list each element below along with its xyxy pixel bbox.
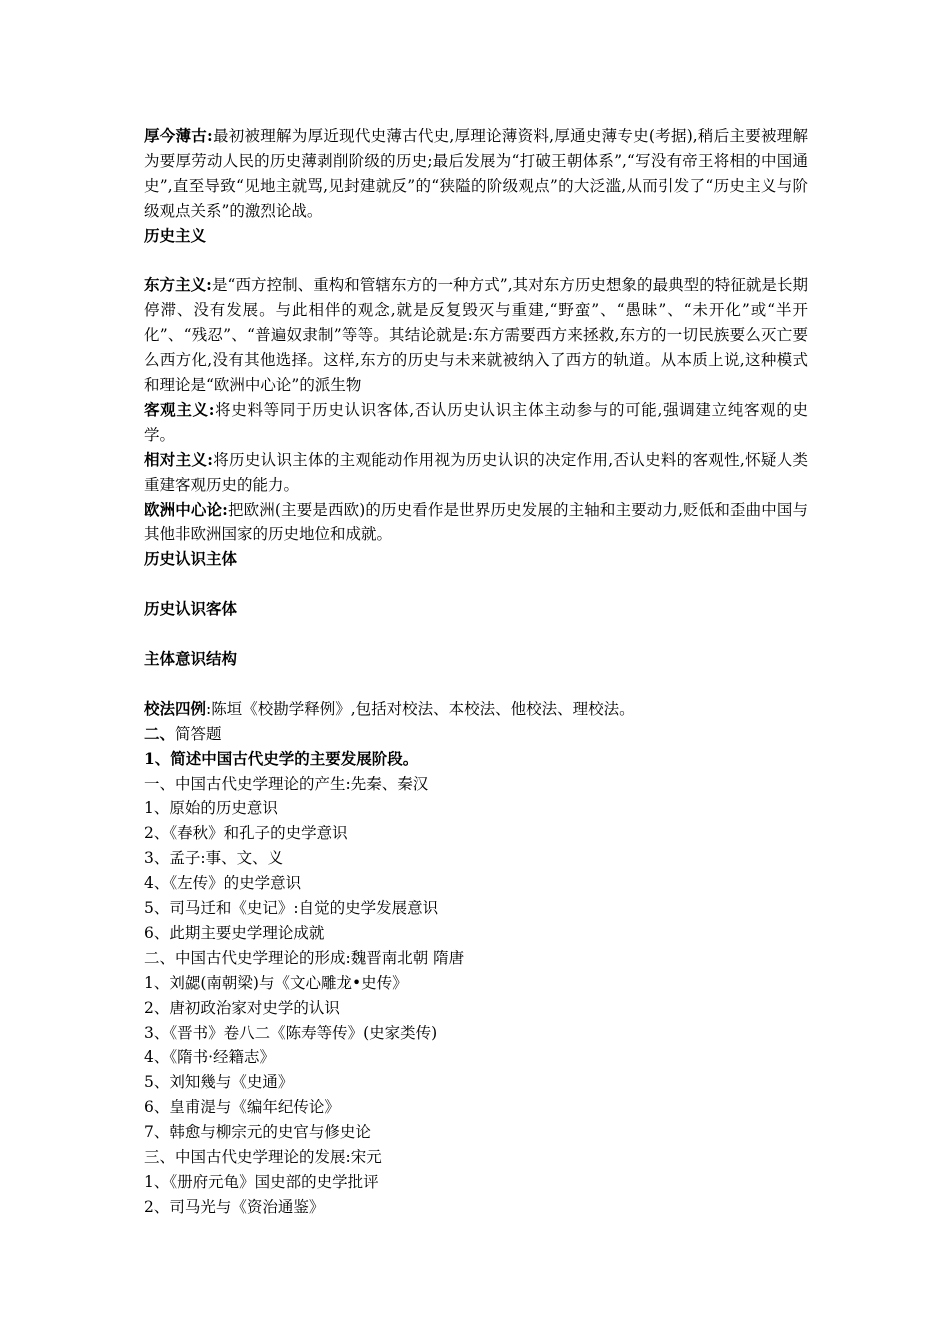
heading-lishizhuyi: 历史主义 (144, 225, 207, 245)
term-label: 厚今薄古: (144, 126, 213, 145)
outline-line: 3、《晋书》卷八二《陈寿等传》(史家类传) (144, 1023, 438, 1042)
spacer (144, 672, 808, 697)
outline-line: 4、《隋书·经籍志》 (144, 1048, 276, 1067)
term-label: 东方主义: (144, 275, 212, 295)
section-title: 简答题 (175, 724, 222, 743)
term-text: 将历史认识主体的主观能动作用视为历史认识的决定作用,否认史料的客观性,怀疑人类重建客观历史的能力。 (144, 450, 808, 494)
definition-dongfangzhuyi (144, 273, 808, 398)
section-heading (144, 722, 808, 747)
spacer (144, 622, 808, 647)
term-text: 将史料等同于历史认识客体,否认历史认识主体主动参与的可能,强调建立纯客观的史学。 (144, 400, 808, 444)
definition-jiaofa-sili (144, 697, 808, 722)
outline-line: 1、原始的历史意识 (144, 799, 278, 818)
outline-line: 5、司马迁和《史记》:自觉的史学发展意识 (144, 899, 439, 918)
term-text: :陈垣《校勘学释例》,包括对校法、本校法、他校法、理校法。 (206, 699, 635, 718)
question-title: 1、简述中国古代史学的主要发展阶段。 (144, 748, 419, 768)
outline-line: 2、唐初政治家对史学的认识 (144, 998, 340, 1017)
definition-xiangduizhuyi (144, 448, 808, 498)
outline-line: 2、司马光与《资治通鉴》 (144, 1197, 325, 1216)
term-text: 把欧洲(主要是西欧)的历史看作是世界历史发展的主轴和主要动力,贬低和歪曲中国与其他非欧洲国家的历史地位和成就。 (144, 500, 808, 544)
outline-line: 5、刘知幾与《史通》 (144, 1073, 294, 1092)
term-label: 欧洲中心论: (144, 499, 228, 519)
answer-outline (144, 772, 808, 1220)
definition-keguanzhuyi (144, 398, 808, 448)
heading-zhuti-yishi: 主体意识结构 (144, 648, 238, 668)
spacer (144, 249, 808, 274)
term-text: 最初被理解为厚近现代史薄古代史,厚理论薄资料,厚通史薄专史(考据),稍后主要被理解为要厚劳动人民的历史薄剥削阶级的历史;最后发展为“打破王朝体系”,“写没有帝王将相的中国通史”,直至导致“见地主就骂,见封建就反”的“狭隘的阶级观点”的大泛滥,从而引发了“历史主义与阶级观点关系”的激烈论战。 (144, 127, 808, 220)
outline-line: 一、中国古代史学理论的产生:先秦、秦汉 (144, 774, 429, 793)
definition-ouzhouzhongxinlun (144, 498, 808, 548)
definition-houjinbogu (144, 124, 808, 224)
outline-line: 1、《册府元龟》国史部的史学批评 (144, 1173, 379, 1191)
outline-line: 6、此期主要史学理论成就 (144, 923, 325, 942)
section-number: 二、 (144, 723, 176, 743)
outline-line: 三、中国古代史学理论的发展:宋元 (144, 1148, 382, 1167)
term-label: 相对主义: (144, 449, 213, 469)
spacer (144, 572, 808, 597)
heading-renshi-zhuti: 历史认识主体 (144, 549, 238, 569)
document-body (144, 124, 808, 1220)
outline-line: 6、皇甫湜与《编年纪传论》 (144, 1098, 340, 1117)
outline-line: 2、《春秋》和孔子的史学意识 (144, 824, 348, 843)
term-label: 客观主义: (144, 399, 215, 419)
outline-line: 7、韩愈与柳宗元的史官与修史论 (144, 1123, 371, 1142)
term-text: 是“西方控制、重构和管辖东方的一种方式”,其对东方历史想象的最典型的特征就是长期停滞、没有发展。与此相伴的观念,就是反复毁灭与重建,“野蛮”、“愚昧”、“未开化”或“半开化”、“残忍”、“普遍奴隶制”等等。其结论就是:东方需要西方来拯救,东方的一切民族要么灭亡要么西方化,没有其他选择。这样,东方的历史与未来就被纳入了西方的轨道。从本质上说,这种模式和理论是“欧洲中心论”的派生物 (144, 276, 808, 395)
term-label: 校法四例 (144, 698, 207, 718)
outline-line: 4、《左传》的史学意识 (144, 874, 302, 893)
outline-line: 3、孟子:事、文、义 (144, 849, 284, 868)
heading-renshi-keti: 历史认识客体 (144, 599, 238, 619)
outline-line: 二、中国古代史学理论的形成:魏晋南北朝 隋唐 (144, 948, 465, 967)
outline-line: 1、刘勰(南朝梁)与《文心雕龙•史传》 (144, 973, 408, 992)
